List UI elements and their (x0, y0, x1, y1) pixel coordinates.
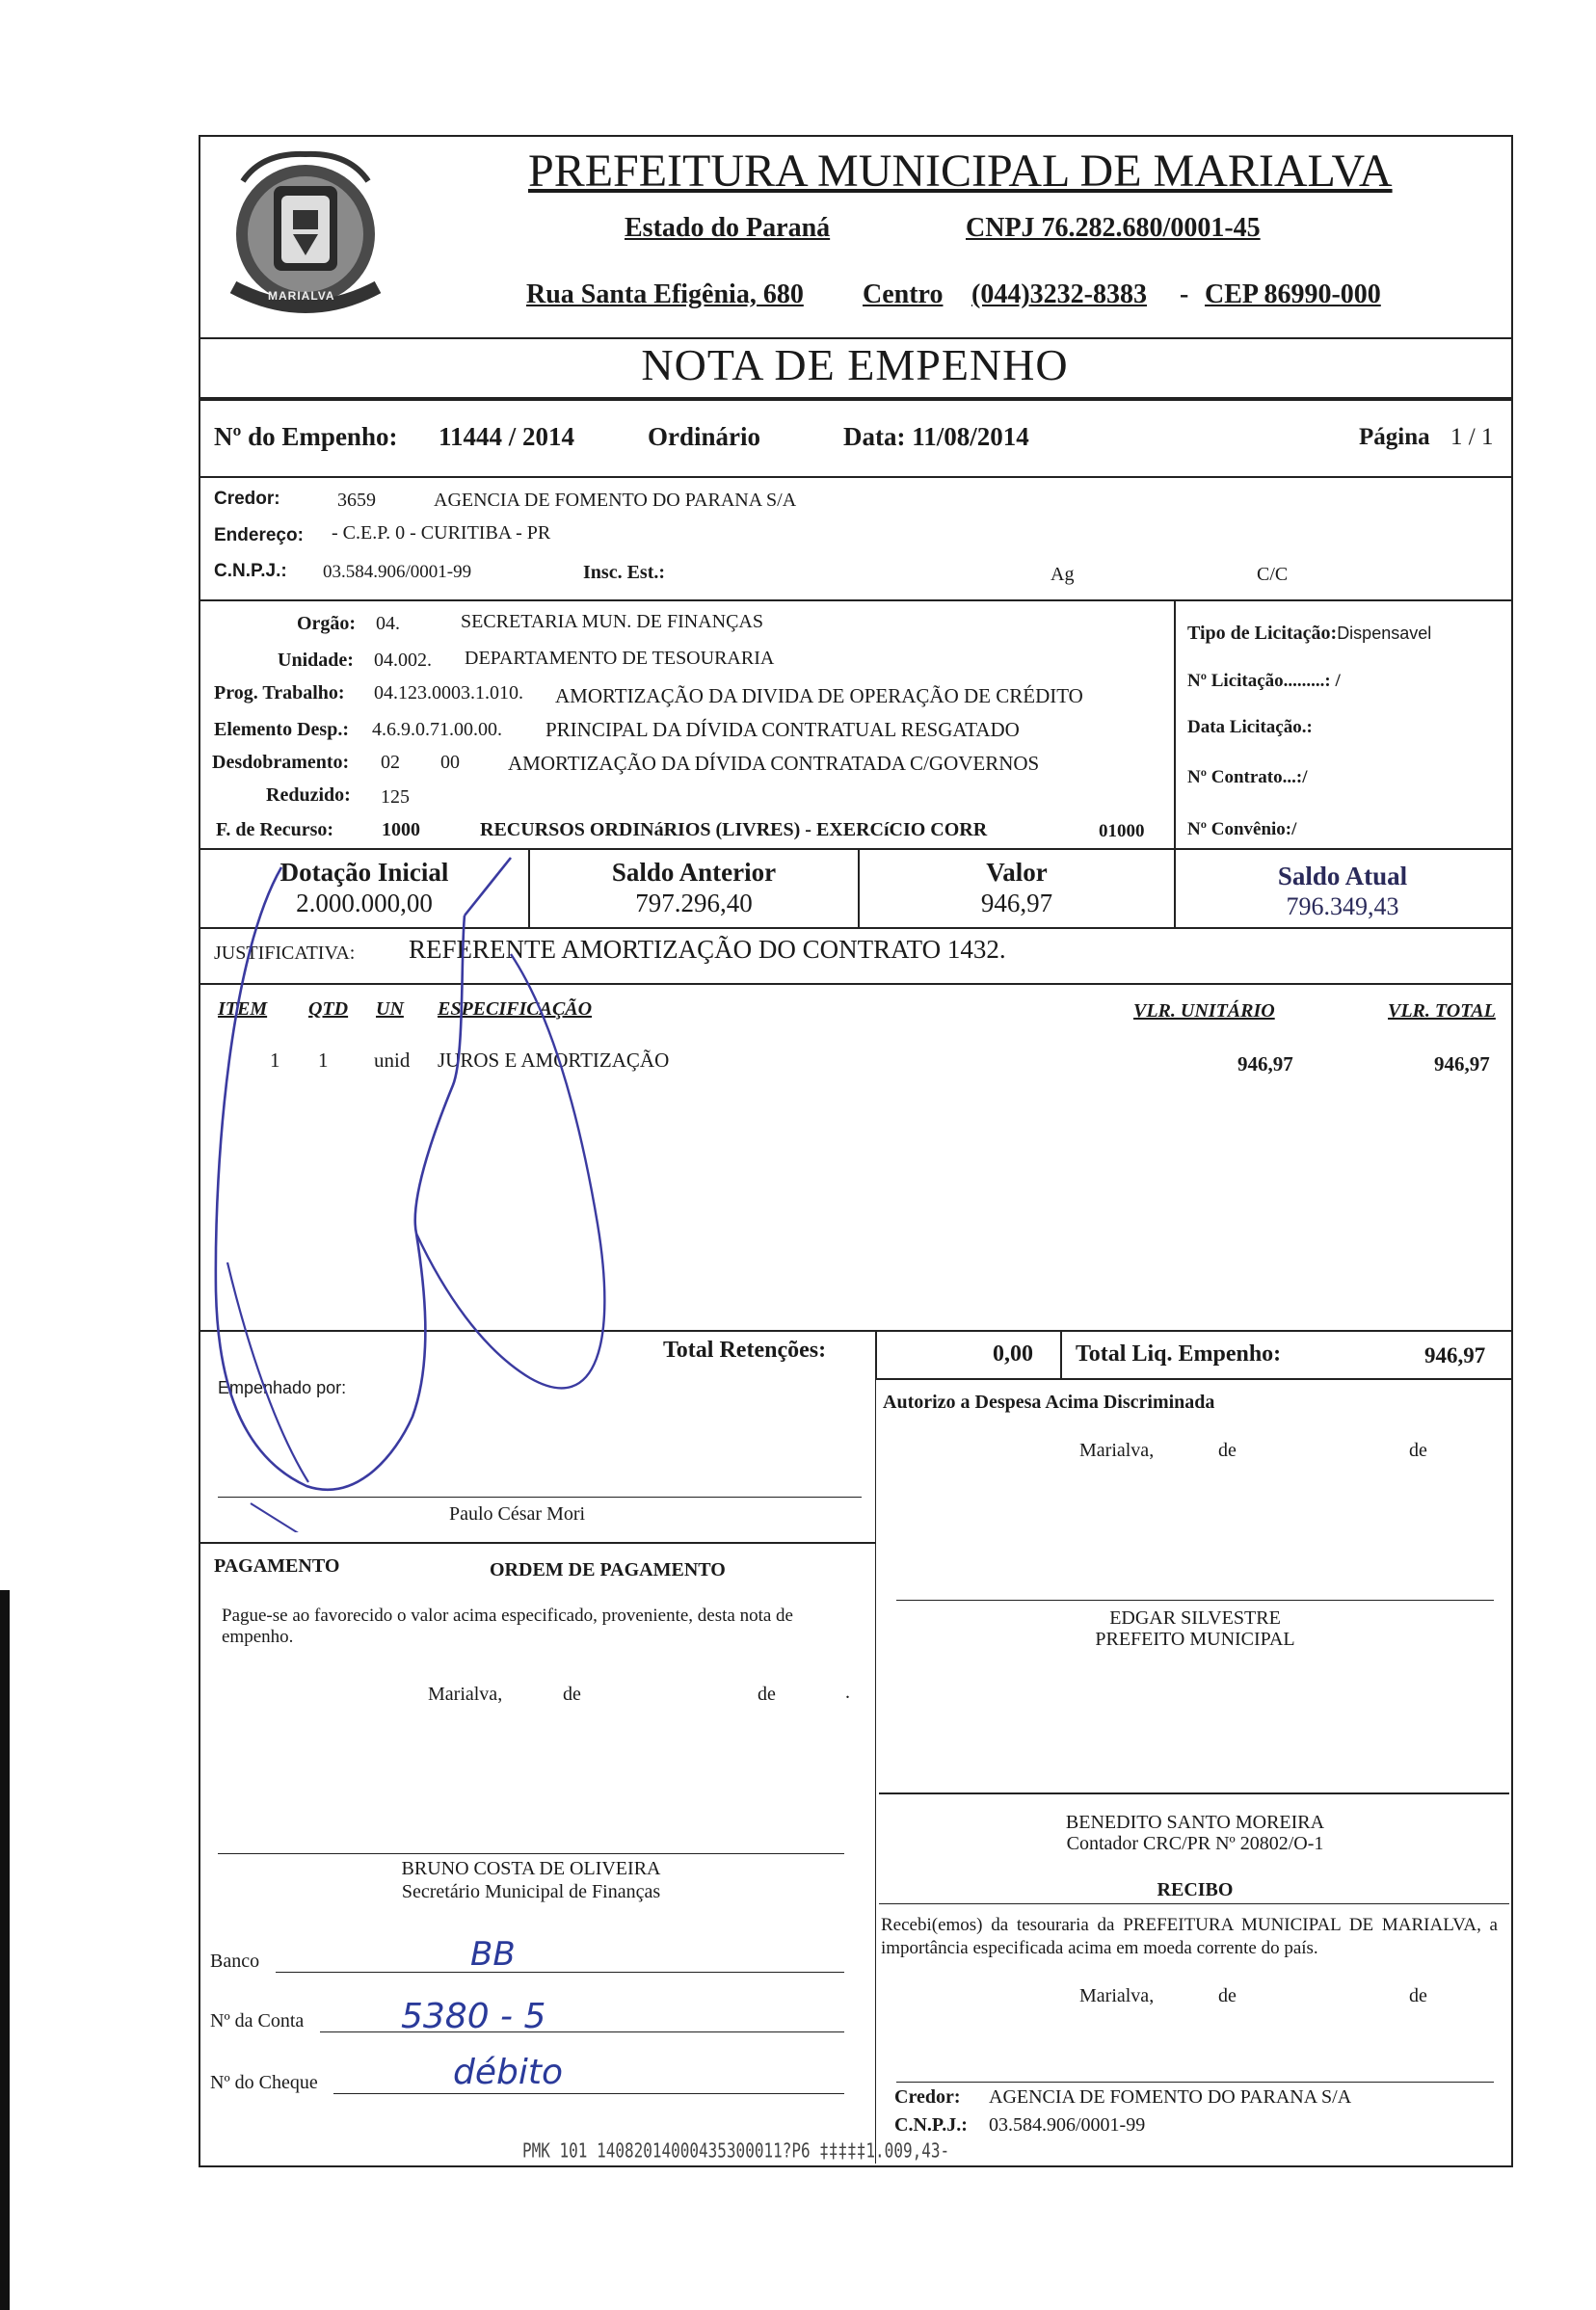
signature-scribble (193, 838, 636, 1532)
valor-value: 946,97 (980, 889, 1053, 917)
unidade-name: DEPARTAMENTO DE TESOURARIA (465, 648, 775, 669)
empenho-number: 11444 / 2014 (439, 422, 575, 451)
fonte-name: RECURSOS ORDINáRIOS (LIVRES) - EXERCíCIO CORR (480, 819, 988, 840)
header-state: Estado do Paraná (625, 213, 831, 243)
cheque-label: Nº do Cheque (210, 2072, 318, 2093)
recibo-credor-label: Credor: (894, 2086, 961, 2108)
contador-role: Contador CRC/PR Nº 20802/O-1 (1066, 1833, 1324, 1854)
page-number: 1 / 1 (1450, 424, 1494, 450)
elemento-name: PRINCIPAL DA DÍVIDA CONTRATUAL RESGATADO (545, 718, 1020, 741)
recibo-cnpj-label: C.N.P.J.: (894, 2114, 968, 2136)
saldo-atual-value: 796.349,43 (1286, 892, 1399, 920)
convenio-label: Nº Convênio:/ (1187, 819, 1297, 839)
document-title: NOTA DE EMPENHO (641, 340, 1069, 389)
pagamento-dot: . (845, 1682, 850, 1703)
desdobramento-code1: 02 (381, 752, 400, 773)
ordem-pagamento-label: ORDEM DE PAGAMENTO (490, 1559, 726, 1580)
justificativa-label: JUSTIFICATIVA: (214, 943, 356, 964)
items-header-item: ITEM (218, 998, 268, 1020)
valor-label: Valor (986, 858, 1048, 887)
recibo-credor-name: AGENCIA DE FOMENTO DO PARANA S/A (989, 2086, 1352, 2108)
pagamento-text: Pague-se ao favorecido o valor acima especificado, proveniente, desta nota de empenho. (222, 1606, 793, 1647)
contrato-label: Nº Contrato...:/ (1187, 767, 1308, 787)
banco-handwritten: BB (470, 1935, 516, 1974)
cheque-handwritten: débito (453, 2053, 563, 2092)
header-cnpj: CNPJ 76.282.680/0001-45 (966, 213, 1261, 243)
recibo-de2: de (1409, 1985, 1427, 2006)
orgao-name: SECRETARIA MUN. DE FINANÇAS (461, 611, 763, 632)
insc-label: Insc. Est.: (583, 562, 666, 583)
prog-code: 04.123.0003.1.010. (374, 682, 523, 704)
liq-label: Total Liq. Empenho: (1076, 1341, 1282, 1367)
saldo-anterior-label: Saldo Anterior (611, 858, 777, 887)
items-header-total: VLR. TOTAL (1388, 1000, 1496, 1022)
empenhado-name: Paulo César Mori (449, 1503, 586, 1525)
orgao-label: Orgão: (297, 613, 357, 634)
prog-label: Prog. Trabalho: (214, 682, 345, 704)
header-title: PREFEITURA MUNICIPAL DE MARIALVA (528, 146, 1393, 197)
pagamento-label: PAGAMENTO (214, 1555, 340, 1577)
prefeito-role: PREFEITO MUNICIPAL (1095, 1629, 1295, 1650)
tipo-licitacao-label: Tipo de Licitação:Dispensavel (1187, 623, 1432, 644)
conta-handwritten: 5380 - 5 (401, 1997, 546, 2036)
retencoes-label: Total Retenções: (663, 1338, 827, 1363)
fonte-label: F. de Recurso: (216, 819, 334, 840)
page-label: Página (1359, 424, 1430, 450)
pagamento-de2: de (758, 1684, 776, 1705)
num-licitacao-label: Nº Licitação.........: / (1187, 671, 1341, 691)
items-header-unit: VLR. UNITÁRIO (1133, 1000, 1275, 1022)
items-header-un: UN (376, 998, 404, 1020)
unidade-label: Unidade: (278, 650, 354, 671)
banco-label: Banco (210, 1951, 260, 1972)
credor-code: 3659 (337, 490, 376, 511)
pagamento-de1: de (563, 1684, 581, 1705)
autorizo-de1: de (1218, 1440, 1237, 1461)
empenhado-label: Empenhado por: (218, 1378, 347, 1397)
prefeito-name: EDGAR SILVESTRE (1109, 1607, 1281, 1629)
items-header-spec: ESPECIFICAÇÃO (438, 998, 593, 1020)
recibo-de1: de (1218, 1985, 1237, 2006)
prog-name: AMORTIZAÇÃO DA DIVIDA DE OPERAÇÃO DE CRÉDITO (555, 684, 1083, 707)
recibo-cnpj: 03.584.906/0001-99 (989, 2114, 1146, 2136)
items-header-qtd: QTD (308, 998, 349, 1020)
header-address: Rua Santa Efigênia, 680 (526, 279, 804, 309)
address-label: Endereço: (214, 525, 304, 545)
desdobramento-label: Desdobramento: (212, 752, 350, 773)
footer-machine-code: PMK 101 14082014000435300011?P6 ‡‡‡‡‡1.009,43- (522, 2138, 950, 2163)
autorizo-place: Marialva, (1079, 1440, 1155, 1461)
row-un: unid (374, 1049, 411, 1072)
ag-label: Ag (1051, 564, 1075, 585)
row-item: 1 (270, 1049, 280, 1072)
secretario-name: BRUNO COSTA DE OLIVEIRA (401, 1858, 661, 1879)
empenho-type: Ordinário (648, 422, 761, 451)
elemento-code: 4.6.9.0.71.00.00. (372, 719, 502, 740)
empenho-label: Nº do Empenho: (214, 422, 398, 451)
row-total: 946,97 (1434, 1052, 1490, 1075)
scan-edge-mark (0, 1590, 10, 2310)
liq-value: 946,97 (1424, 1343, 1486, 1367)
fonte-code: 1000 (382, 819, 420, 840)
saldo-atual-label: Saldo Atual (1277, 862, 1408, 890)
header-center: Centro (863, 279, 944, 309)
autorizo-text: Autorizo a Despesa Acima Discriminada (883, 1392, 1215, 1413)
desdobramento-name: AMORTIZAÇÃO DA DÍVIDA CONTRATADA C/GOVERNOS (508, 752, 1040, 775)
empenho-date: Data: 11/08/2014 (843, 422, 1029, 451)
dotacao-inicial-label: Dotação Inicial (279, 858, 449, 887)
row-unit: 946,97 (1237, 1052, 1293, 1075)
contador-name: BENEDITO SANTO MOREIRA (1065, 1812, 1325, 1833)
credor-name: AGENCIA DE FOMENTO DO PARANA S/A (434, 490, 797, 511)
seal-ribbon-text: MARIALVA (268, 289, 335, 303)
conta-label: Nº da Conta (210, 2010, 305, 2031)
retencoes-value: 0,00 (993, 1341, 1033, 1367)
recibo-text: Recebi(emos) da tesouraria da PREFEITURA MUNICIPAL DE MARIALVA, a importância especificada acima em moeda corrente do país. (881, 1915, 1498, 1958)
data-licitacao-label: Data Licitação.: (1187, 717, 1313, 737)
header-cep: CEP 86990-000 (1205, 279, 1381, 309)
reduzido-label: Reduzido: (266, 784, 351, 806)
autorizo-de2: de (1409, 1440, 1427, 1461)
cnpj-label: C.N.P.J.: (214, 561, 287, 581)
saldo-anterior-value: 797.296,40 (635, 889, 753, 917)
row-qtd: 1 (318, 1049, 329, 1072)
tipo-licitacao-value: Dispensavel (1337, 624, 1432, 643)
recibo-place: Marialva, (1079, 1985, 1155, 2006)
pagamento-place: Marialva, (428, 1684, 503, 1705)
justificativa-text: REFERENTE AMORTIZAÇÃO DO CONTRATO 1432. (409, 935, 1006, 964)
desdobramento-code2: 00 (440, 752, 460, 773)
row-spec: JUROS E AMORTIZAÇÃO (438, 1049, 670, 1072)
recibo-label: RECIBO (1157, 1879, 1234, 1900)
dotacao-inicial-value: 2.000.000,00 (296, 889, 433, 917)
header-dash: - (1180, 279, 1189, 309)
credor-address: - C.E.P. 0 - CURITIBA - PR (332, 522, 551, 544)
secretario-role: Secretário Municipal de Finanças (401, 1881, 661, 1902)
reduzido-value: 125 (381, 786, 410, 808)
orgao-code: 04. (376, 613, 400, 634)
header-phone: (044)3232-8383 (971, 279, 1147, 309)
credor-label: Credor: (214, 489, 280, 509)
elemento-label: Elemento Desp.: (214, 719, 349, 740)
unidade-code: 04.002. (374, 650, 432, 671)
credor-cnpj: 03.584.906/0001-99 (323, 562, 472, 582)
cc-label: C/C (1257, 564, 1289, 585)
fonte-code2: 01000 (1099, 821, 1145, 841)
municipal-seal (204, 143, 407, 326)
